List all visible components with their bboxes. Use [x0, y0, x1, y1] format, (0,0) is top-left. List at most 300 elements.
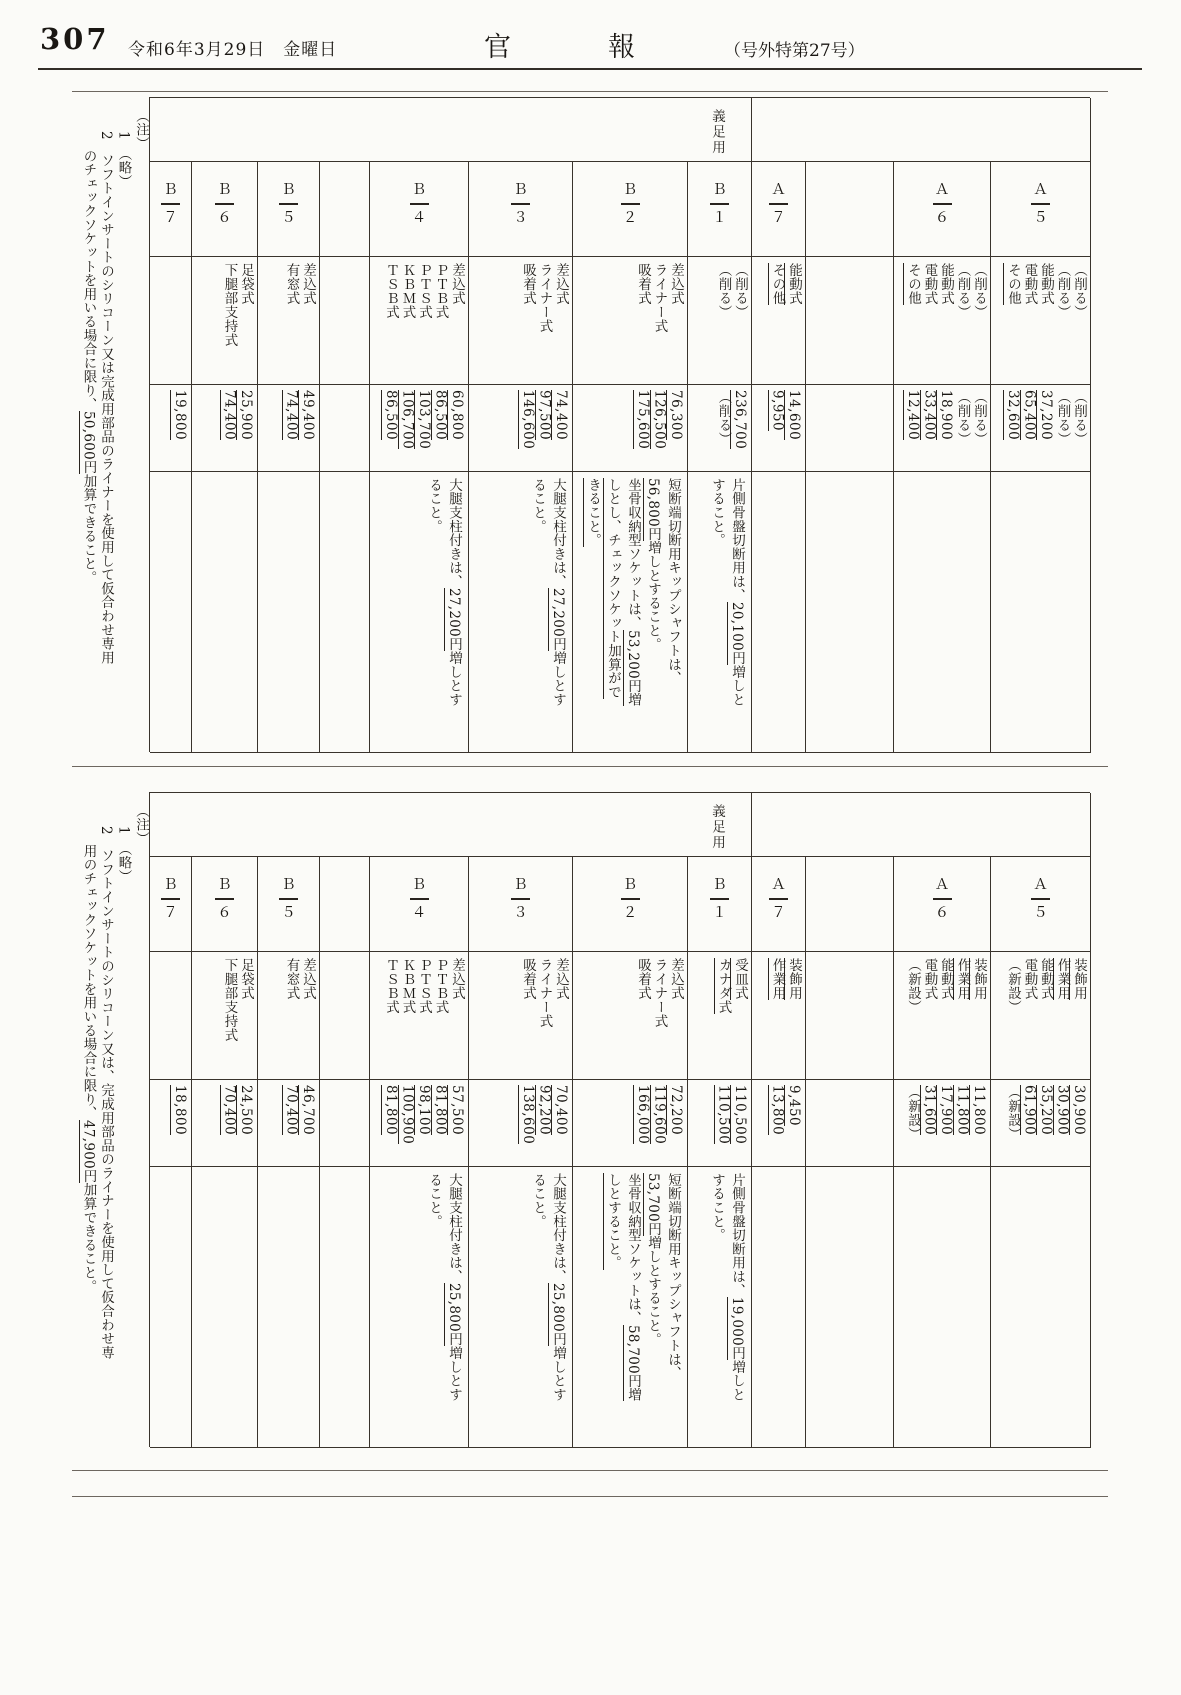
- changed-text: 31,600: [921, 1085, 938, 1136]
- category-digit: ７: [163, 210, 178, 226]
- price-entry: [1071, 390, 1088, 471]
- category-digit: ７: [771, 210, 786, 226]
- category-cell: [688, 162, 752, 257]
- type-entry: [651, 263, 668, 384]
- text: （新設）: [1005, 1085, 1021, 1141]
- table-notes: [65, 97, 149, 752]
- type-cell: [806, 257, 894, 385]
- category-cell: [573, 857, 688, 952]
- text: 差込式: [449, 263, 465, 305]
- text: ること。: [426, 478, 442, 534]
- price-entry: [432, 390, 449, 471]
- changed-text: 92,200: [536, 1085, 553, 1136]
- remark-cell: [573, 1167, 688, 1448]
- text: ライナー式: [651, 263, 668, 333]
- category-letter: Ｂ: [281, 182, 296, 198]
- remark-line: [548, 478, 568, 752]
- changed-text: 35,200: [1038, 1085, 1054, 1136]
- group-cell-leg: [150, 793, 752, 857]
- price-entry: [769, 1085, 786, 1166]
- price-entry: [1005, 1085, 1022, 1166]
- price-entry: [520, 390, 537, 471]
- changed-text: 13,800: [769, 1085, 786, 1136]
- changed-text: 74,400: [283, 390, 300, 441]
- changed-text: 106,700: [399, 390, 416, 450]
- changed-text: 30,900: [1054, 1085, 1071, 1136]
- text: 1 （略）: [115, 826, 132, 884]
- text: 吸着式: [635, 958, 651, 1000]
- remark-cell: [573, 472, 688, 753]
- price-entry: [1071, 1085, 1088, 1166]
- group-label: 義足用: [709, 109, 725, 156]
- price-entry: [954, 390, 971, 471]
- group-cell-arm: [752, 793, 1091, 857]
- category-cell: [688, 857, 752, 952]
- text: ＴＳＢ式: [383, 263, 399, 319]
- category-digit: ６: [217, 210, 232, 226]
- type-entry: [786, 263, 803, 384]
- remark-cell: [991, 1167, 1091, 1448]
- category-label: [215, 877, 234, 921]
- price-entry: [732, 390, 749, 471]
- note-line: [79, 844, 97, 1447]
- type-cell: [370, 257, 469, 385]
- remark-line: [727, 1173, 747, 1447]
- changed-text: 110,500: [715, 1085, 732, 1145]
- text: 坐骨収納型ソケットは、: [625, 478, 641, 630]
- text: 片側骨盤切断用は、: [729, 1173, 745, 1298]
- type-entry: [416, 958, 433, 1079]
- changed-text: 72,200: [668, 1085, 684, 1136]
- text: （削る）: [1071, 390, 1087, 446]
- type-entry: [715, 958, 732, 1079]
- category-dash: [933, 898, 952, 900]
- page-number: 307: [40, 22, 110, 56]
- remark-cell: [688, 472, 752, 753]
- type-entry: [1021, 263, 1038, 384]
- text: ること。: [530, 1173, 546, 1229]
- group-cell-leg: [150, 98, 752, 162]
- category-label: [410, 182, 429, 226]
- type-entry: [221, 263, 238, 384]
- category-digit: ２: [622, 905, 638, 921]
- category-cell: [370, 162, 469, 257]
- type-entry: [1005, 958, 1022, 1079]
- category-letter: Ａ: [771, 182, 786, 198]
- type-entry: [1038, 263, 1055, 384]
- price-entry: [1005, 390, 1022, 471]
- price-cell: [469, 385, 573, 472]
- type-entry: [399, 958, 416, 1079]
- type-cell: [752, 257, 806, 385]
- type-entry: [1021, 958, 1038, 1079]
- price-entry: [1054, 390, 1071, 471]
- price-cell: [150, 1080, 192, 1167]
- type-cell: [192, 952, 258, 1080]
- price-entry: [921, 390, 938, 471]
- type-cell: [752, 952, 806, 1080]
- category-label: [511, 182, 530, 226]
- changed-text: 25,800円: [550, 1283, 566, 1347]
- type-entry: [1038, 958, 1055, 1079]
- text: ライナー式: [651, 958, 668, 1028]
- text: 有窓式: [283, 263, 300, 305]
- remark-line: [548, 1173, 568, 1447]
- type-cell: [258, 257, 320, 385]
- price-entry: [635, 1085, 652, 1166]
- remark-line: [727, 478, 747, 752]
- category-dash: [710, 203, 729, 205]
- type-entry: [715, 263, 732, 384]
- category-dash: [621, 203, 640, 205]
- text: 1 （略）: [115, 131, 132, 189]
- changed-text: 30,900: [1071, 1085, 1087, 1136]
- category-digit: １: [712, 210, 727, 226]
- price-entry: [921, 1085, 938, 1166]
- type-entry: [536, 263, 553, 384]
- text: （削る）: [732, 263, 748, 319]
- changed-text: その他: [905, 263, 921, 305]
- text: 増しとすること。: [645, 540, 661, 652]
- text: 能動式: [938, 958, 954, 1000]
- category-digit: ３: [513, 905, 528, 921]
- remark-line: [707, 1173, 727, 1447]
- changed-text: 46,700: [300, 1085, 316, 1136]
- category-cell: [991, 857, 1091, 952]
- changed-text: 装飾用: [786, 958, 802, 1000]
- changed-text: 12,400: [905, 390, 921, 441]
- category-label: [161, 877, 180, 921]
- type-entry: [905, 263, 922, 384]
- remark-line: [623, 478, 643, 752]
- type-entry: [399, 263, 416, 384]
- category-dash: [1031, 203, 1050, 205]
- price-cell: [688, 385, 752, 472]
- category-digit: ３: [513, 210, 528, 226]
- text: 差込式: [449, 958, 465, 1000]
- changed-text: 50,600円: [80, 411, 97, 475]
- category-cell: [150, 162, 192, 257]
- price-entry: [449, 1085, 466, 1166]
- changed-text: 受皿式: [732, 958, 748, 1000]
- changed-text: 119,600: [651, 1085, 668, 1145]
- type-cell: [573, 257, 688, 385]
- changed-text: 126,500: [651, 390, 668, 450]
- category-letter: Ｂ: [411, 877, 427, 893]
- category-letter: Ａ: [771, 877, 786, 893]
- text: すること。: [709, 1173, 725, 1242]
- changed-text: 11,800: [971, 1085, 987, 1136]
- group-cell-arm: [752, 98, 1091, 162]
- text: 足袋式: [238, 958, 254, 1000]
- text: 増しとす: [446, 1346, 462, 1402]
- type-entry: [300, 263, 317, 384]
- price-entry: [432, 1085, 449, 1166]
- category-dash: [769, 203, 788, 205]
- changed-text: 17,900: [938, 1085, 954, 1136]
- text: 電動式: [1021, 958, 1038, 1000]
- remark-cell: [150, 1167, 192, 1448]
- category-dash: [215, 898, 234, 900]
- type-entry: [971, 263, 988, 384]
- category-letter: Ａ: [934, 182, 950, 198]
- category-label: [279, 182, 298, 226]
- type-entry: [732, 958, 749, 1079]
- remark-cell: [688, 1167, 752, 1448]
- category-digit: ６: [217, 905, 232, 921]
- price-entry: [383, 1085, 400, 1166]
- note-line: [132, 804, 150, 1447]
- type-entry: [938, 958, 955, 1079]
- text: （削る）: [1054, 263, 1071, 319]
- changed-text: カナダ式: [715, 958, 732, 1014]
- text: 増しと: [729, 1360, 745, 1402]
- changed-text: 14,600: [786, 390, 802, 441]
- text: （削る）: [715, 390, 732, 446]
- category-label: [710, 877, 729, 921]
- price-cell: [320, 1080, 370, 1167]
- note-line: [97, 826, 115, 1447]
- text: 短断端切断用キップシャフトは、: [665, 478, 681, 685]
- remark-line: [643, 1173, 663, 1447]
- changed-text: 74,400: [553, 390, 569, 441]
- text: 増しとすること。: [645, 1235, 661, 1347]
- price-cell: [320, 385, 370, 472]
- category-cell: [806, 162, 894, 257]
- type-cell: [894, 952, 991, 1080]
- type-entry: [238, 958, 255, 1079]
- price-entry: [221, 1085, 238, 1166]
- changed-text: 作業用: [954, 958, 971, 1000]
- category-letter: Ｂ: [513, 182, 528, 198]
- text: ＰＴＳ式: [416, 958, 432, 1014]
- changed-text: 37,200: [1038, 390, 1054, 441]
- price-entry: [651, 1085, 668, 1166]
- type-entry: [651, 958, 668, 1079]
- category-cell: [894, 857, 991, 952]
- text: ＫＢＭ式: [399, 958, 416, 1014]
- table-block-former: [60, 792, 1090, 1452]
- type-entry: [536, 958, 553, 1079]
- text: 加算できること。: [80, 474, 97, 585]
- remark-cell: [894, 1167, 991, 1448]
- remark-line: [603, 1173, 623, 1447]
- text: 電動式: [921, 263, 938, 305]
- changed-text: 53,700円: [645, 1173, 661, 1236]
- category-dash: [933, 203, 952, 205]
- type-cell: [320, 257, 370, 385]
- changed-text: 9,950: [769, 390, 786, 432]
- remark-line: [424, 1173, 444, 1447]
- changed-text: 24,500: [238, 1085, 254, 1136]
- text: 大腿支柱付きは、: [446, 1173, 462, 1284]
- category-letter: Ａ: [1033, 877, 1048, 893]
- type-cell: [469, 257, 573, 385]
- category-digit: ５: [281, 210, 296, 226]
- price-entry: [971, 1085, 988, 1166]
- type-cell: [806, 952, 894, 1080]
- type-entry: [635, 263, 652, 384]
- remark-line: [528, 1173, 548, 1447]
- remark-cell: [469, 472, 573, 753]
- category-label: [1031, 877, 1050, 921]
- table-block-amended: [60, 97, 1090, 757]
- changed-text: 65,400: [1021, 390, 1038, 441]
- text: 増しとす: [550, 1346, 566, 1402]
- group-label: 義足用: [709, 804, 725, 851]
- price-cell: [573, 385, 688, 472]
- category-dash: [511, 898, 530, 900]
- type-entry: [1071, 958, 1088, 1079]
- category-cell: [258, 162, 320, 257]
- price-entry: [732, 1085, 749, 1166]
- category-cell: [991, 162, 1091, 257]
- changed-text: その他: [769, 263, 786, 305]
- remark-cell: [752, 472, 806, 753]
- text: （削る）: [971, 263, 987, 319]
- type-entry: [238, 263, 255, 384]
- price-entry: [786, 1085, 803, 1166]
- text: ライナー式: [536, 958, 553, 1028]
- category-cell: [469, 857, 573, 952]
- price-entry: [786, 390, 803, 471]
- price-entry: [383, 390, 400, 471]
- text: 下腿部支持式: [221, 263, 238, 347]
- middle-separator-rule: [72, 766, 1108, 767]
- type-entry: [954, 263, 971, 384]
- type-cell: [573, 952, 688, 1080]
- text: 大腿支柱付きは、: [446, 478, 462, 589]
- price-entry: [172, 1085, 189, 1166]
- type-cell: [991, 952, 1091, 1080]
- remark-cell: [752, 1167, 806, 1448]
- changed-text: しとし、チェックソケット加算がで: [605, 478, 621, 699]
- type-entry: [553, 263, 570, 384]
- price-cell: [806, 385, 894, 472]
- type-entry: [432, 958, 449, 1079]
- category-digit: ５: [1033, 210, 1048, 226]
- changed-text: 70,400: [221, 1085, 238, 1136]
- remark-cell: [258, 1167, 320, 1448]
- text: 下腿部支持式: [221, 958, 238, 1042]
- type-entry: [221, 958, 238, 1079]
- type-entry: [520, 263, 537, 384]
- type-entry: [938, 263, 955, 384]
- category-label: [621, 877, 640, 921]
- price-entry: [905, 390, 922, 471]
- text: 能動式: [938, 263, 954, 305]
- price-entry: [954, 1085, 971, 1166]
- category-cell: [752, 162, 806, 257]
- changed-text: 98,100: [416, 1085, 432, 1136]
- text: 大腿支柱付きは、: [550, 478, 566, 589]
- category-label: [1031, 182, 1050, 226]
- text: ること。: [426, 1173, 442, 1229]
- price-cell: [370, 385, 469, 472]
- category-letter: Ｂ: [622, 877, 638, 893]
- price-cell: [991, 1080, 1091, 1167]
- category-cell: [320, 857, 370, 952]
- text: 2 ソフトインサートのシリコーン又は、完成用部品のライナーを使用して仮合わせ専: [98, 826, 114, 1360]
- category-letter: Ｂ: [513, 877, 528, 893]
- price-entry: [715, 390, 732, 471]
- category-dash: [215, 203, 234, 205]
- changed-text: 103,700: [416, 390, 432, 450]
- text: 差込式: [553, 958, 569, 1000]
- type-entry: [449, 958, 466, 1079]
- text: 能動式: [1038, 958, 1054, 1000]
- price-entry: [971, 390, 988, 471]
- type-cell: [894, 257, 991, 385]
- category-letter: Ｂ: [622, 182, 638, 198]
- text: 増しと: [729, 665, 745, 707]
- changed-text: 18,800: [172, 1085, 188, 1136]
- text: 加算できること。: [80, 1182, 97, 1294]
- changed-text: 56,800円: [645, 478, 661, 541]
- category-dash: [161, 203, 180, 205]
- text: ＫＢＭ式: [399, 263, 416, 319]
- category-dash: [279, 898, 298, 900]
- type-entry: [432, 263, 449, 384]
- changed-text: 33,400: [921, 390, 938, 441]
- remark-cell: [258, 472, 320, 753]
- price-entry: [172, 390, 189, 471]
- remark-line: [583, 478, 603, 752]
- category-letter: Ａ: [1033, 182, 1048, 198]
- category-label: [621, 182, 640, 226]
- price-cell: [752, 385, 806, 472]
- changed-text: 47,900円: [80, 1120, 97, 1183]
- category-digit: １: [712, 905, 727, 921]
- price-entry: [221, 390, 238, 471]
- type-entry: [1054, 958, 1071, 1079]
- type-cell: [258, 952, 320, 1080]
- page-date: 令和6年3月29日 金曜日: [128, 40, 338, 60]
- text: 足袋式: [238, 263, 254, 305]
- text: （新設）: [1005, 958, 1021, 1014]
- category-cell: [806, 857, 894, 952]
- changed-text: 19,800: [172, 390, 188, 441]
- remark-line: [663, 478, 683, 752]
- type-entry: [520, 958, 537, 1079]
- price-entry: [238, 1085, 255, 1166]
- remark-cell: [320, 1167, 370, 1448]
- top-separator-rule: [72, 91, 1108, 92]
- text: 吸着式: [520, 263, 536, 305]
- price-entry: [520, 1085, 537, 1166]
- changed-text: しとすること。: [605, 1173, 621, 1270]
- type-cell: [688, 257, 752, 385]
- changed-text: その他: [1005, 263, 1021, 305]
- note-line: [114, 131, 132, 752]
- table-notes: [65, 792, 149, 1447]
- changed-text: 110,500: [732, 1085, 748, 1145]
- category-label: [769, 877, 788, 921]
- type-cell: [469, 952, 573, 1080]
- type-entry: [1071, 263, 1088, 384]
- remark-line: [623, 1173, 643, 1447]
- text: のチェックソケットを用いる場合に限り、: [80, 149, 97, 412]
- type-entry: [283, 958, 300, 1079]
- changed-text: 25,800円: [446, 1283, 462, 1347]
- changed-text: 作業用: [1054, 958, 1071, 1000]
- text: 有窓式: [283, 958, 300, 1000]
- text: すること。: [709, 478, 725, 547]
- price-entry: [399, 1085, 416, 1166]
- type-entry: [769, 263, 786, 384]
- price-cell: [192, 1080, 258, 1167]
- bottom-separator-rule-1: [72, 1470, 1108, 1471]
